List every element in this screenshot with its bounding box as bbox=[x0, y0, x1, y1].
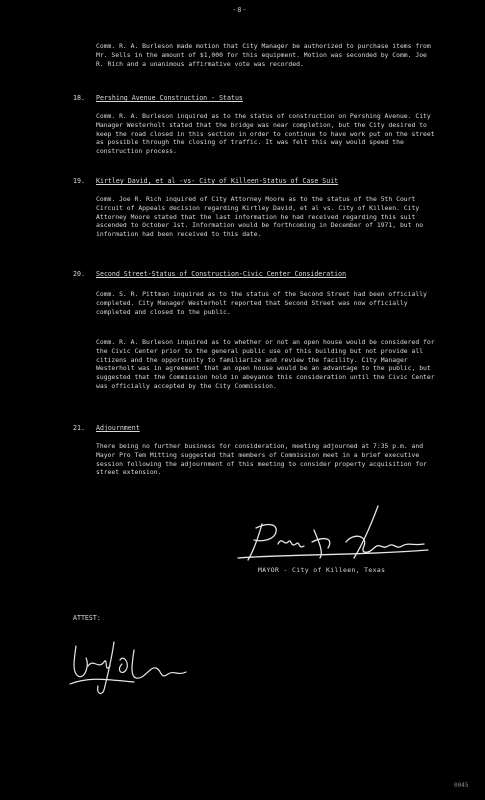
item-19-title: Kirtley David, et al -vs- City of Killeen-Status of Case Suit bbox=[96, 177, 339, 185]
mayor-signature-caption: MAYOR - City of Killeen, Texas bbox=[258, 566, 386, 574]
item-19-paragraph: Comm. Joe R. Rich inquired of City Attorney Moore as to the status of the 5th Court Circuit of Appeals decision regarding Kirtley David, et al vs. City of Killeen. City Attorney Moore stated that the last information he had received regarding this suit ascended to October 1st. Information would be forthcoming in December of 1971, but no information had been received to this date. bbox=[96, 195, 427, 239]
mayor-signature bbox=[228, 502, 438, 568]
item-21-paragraph: There being no further business for consideration, meeting adjourned at 7:35 p.m. and Mayor Pro Tem Mitting suggested that members of Commission meet in a brief executive session following the adjournment of this meeting to consider property acquisition for street extension. bbox=[96, 442, 431, 477]
item-18-number: 18. bbox=[73, 94, 85, 102]
item-20-number: 20. bbox=[73, 270, 85, 278]
attest-label: ATTEST: bbox=[73, 614, 101, 622]
continued-paragraph: Comm. R. A. Burleson made motion that City Manager be authorized to purchase items from Mr. Sells in the amount of $1,000 for this equipment. Motion was seconded by Comm. Joe R. Rich and a unanimous affirmative vote was recorded. bbox=[96, 42, 435, 68]
item-20-title: Second Street-Status of Construction-Civic Center Consideration bbox=[96, 270, 347, 278]
page-corner-mark: 0045 bbox=[454, 782, 469, 789]
attest-signature bbox=[64, 636, 194, 698]
item-21-title: Adjournment bbox=[96, 424, 140, 432]
item-18-paragraph: Comm. R. A. Burleson inquired as to the status of construction on Pershing Avenue. City Manager Westerholt stated that the bridge was near completion, but the City desired to keep the road closed in this section in order to continue to have work put on the street as possible through the closing of traffic. It was felt this way would speed the construction process. bbox=[96, 112, 439, 156]
item-20-paragraph-1: Comm. S. R. Pittman inquired as to the status of the Second Street had been officially completed. City Manager Westerholt reported that Second Street was now officially completed and closed to the public. bbox=[96, 290, 431, 316]
page-number: -8- bbox=[232, 6, 248, 14]
item-21-number: 21. bbox=[73, 424, 85, 432]
item-19-number: 19. bbox=[73, 177, 85, 185]
item-20-paragraph-2: Comm. R. A. Burleson inquired as to whether or not an open house would be considered for the Civic Center prior to the general public use of this building but not provide all citizens and the opportunity to familiarize and review the facility. City Manager Westerholt was in agreement that an open house would be an advantage to the public, but suggested that the Commission hold in abeyance this consideration until the Civic Center was officially accepted by the City Commission. bbox=[96, 338, 439, 390]
item-18-title: Pershing Avenue Construction - Status bbox=[96, 94, 243, 102]
